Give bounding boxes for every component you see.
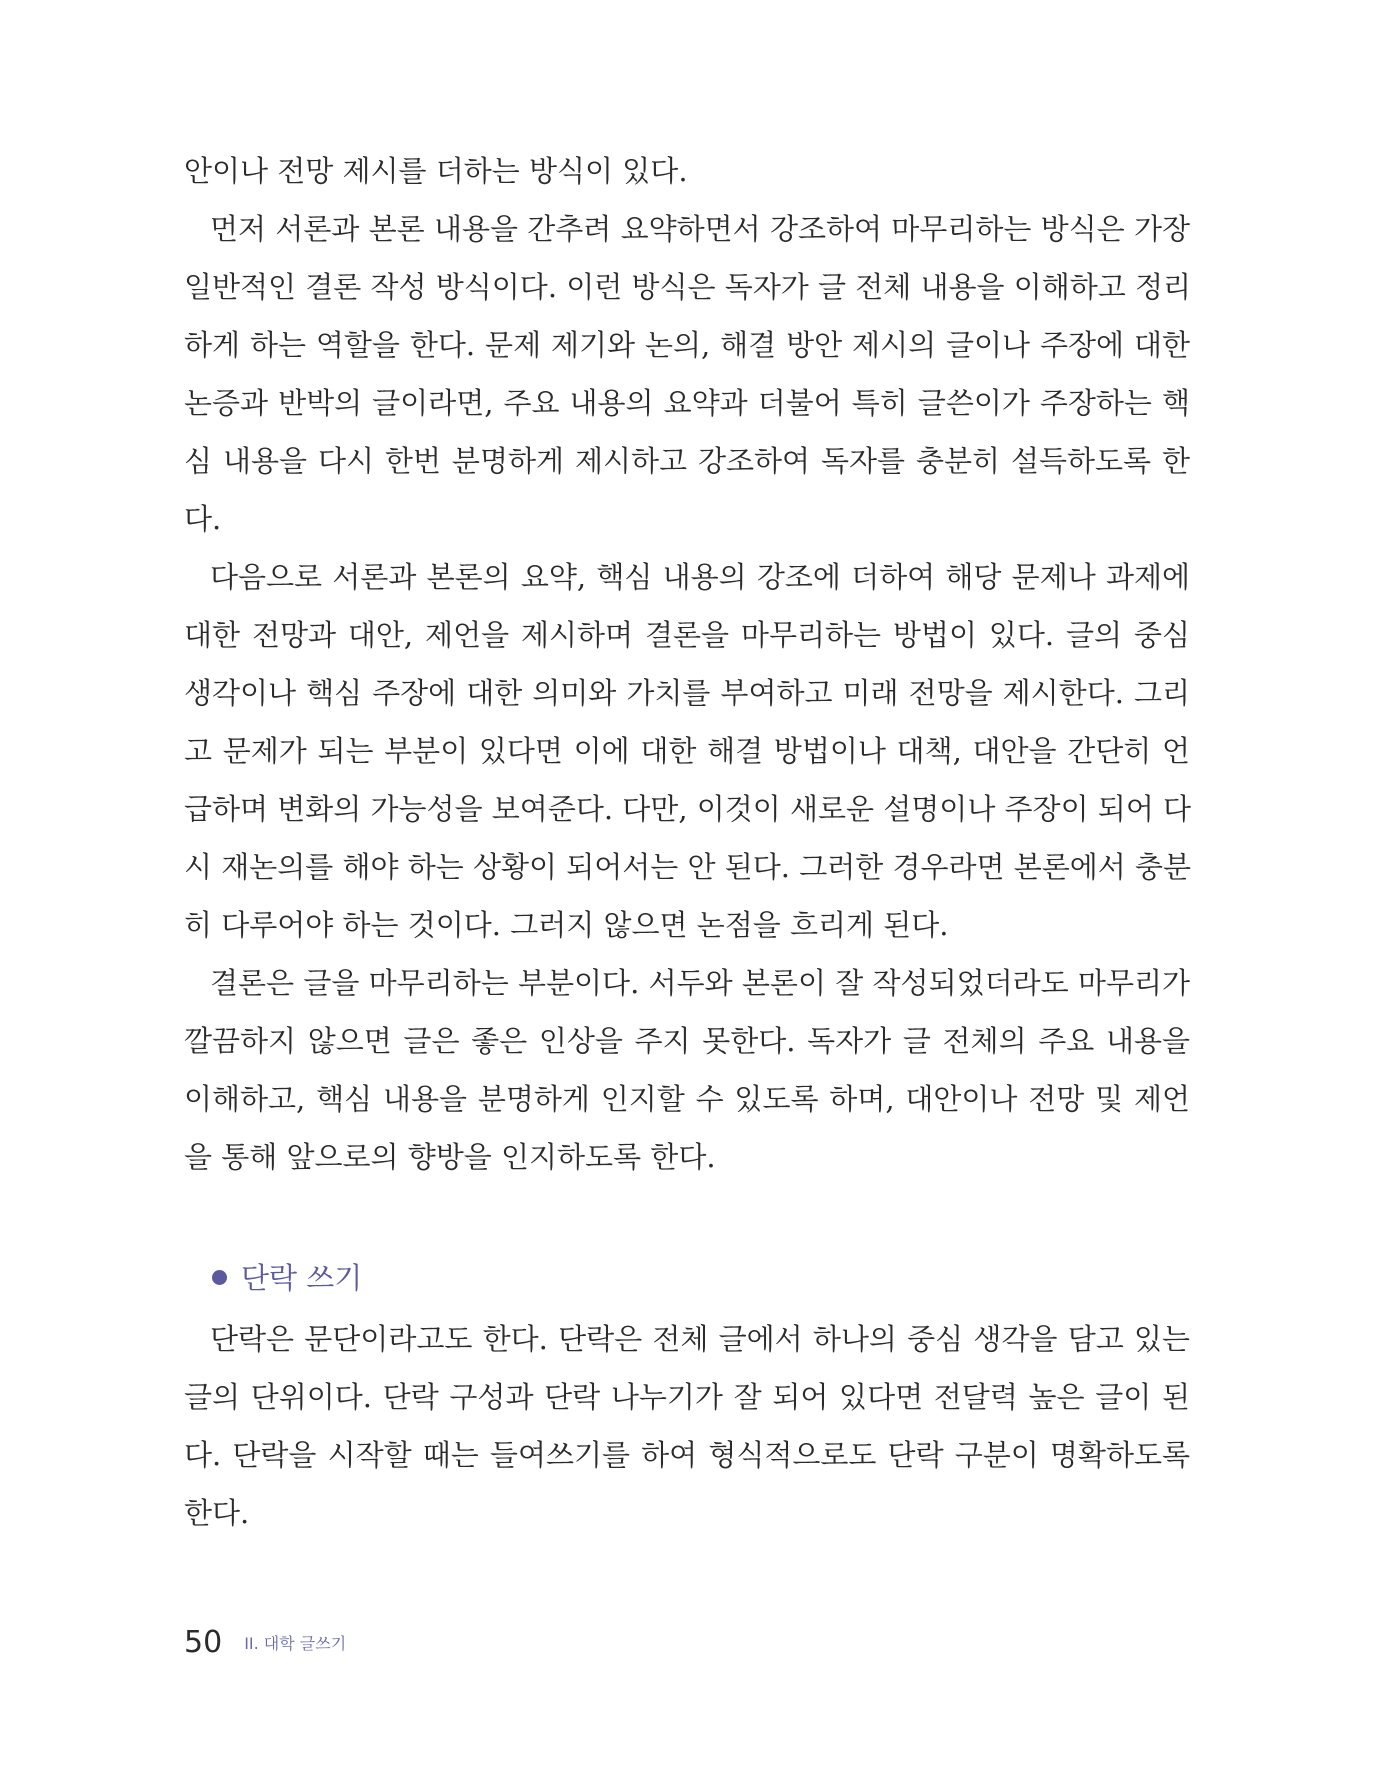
text-line: 깔끔하지 않으면 글은 좋은 인상을 주지 못한다. 독자가 글 전체의 주요 내용을	[184, 1024, 1190, 1058]
text-line: 한다.	[184, 1496, 250, 1530]
text-line: 먼저 서론과 본론 내용을 간추려 요약하면서 강조하여 마무리하는 방식은 가장	[210, 212, 1190, 246]
text-line: 다. 단락을 시작할 때는 들여쓰기를 하여 형식적으로도 단락 구분이 명확하도록	[184, 1438, 1190, 1472]
text-line: 하게 하는 역할을 한다. 문제 제기와 논의, 해결 방안 제시의 글이나 주장에 대한	[184, 328, 1190, 362]
text-line: 급하며 변화의 가능성을 보여준다. 다만, 이것이 새로운 설명이나 주장이 되어 다	[184, 792, 1192, 826]
text-line: 다.	[184, 502, 222, 536]
page-footer	[184, 1625, 346, 1669]
text-line: 심 내용을 다시 한번 분명하게 제시하고 강조하여 독자를 충분히 설득하도록 한	[184, 444, 1190, 478]
section-heading	[212, 1253, 362, 1303]
bullet-dot-icon	[212, 1270, 227, 1285]
text-line: 시 재논의를 해야 하는 상황이 되어서는 안 된다. 그러한 경우라면 본론에서 충분	[184, 850, 1192, 884]
text-line: 다음으로 서론과 본론의 요약, 핵심 내용의 강조에 더하여 해당 문제나 과제에	[210, 560, 1190, 594]
text-line: 단락은 문단이라고도 한다. 단락은 전체 글에서 하나의 중심 생각을 담고 있는	[210, 1322, 1190, 1356]
text-line: 글의 단위이다. 단락 구성과 단락 나누기가 잘 되어 있다면 전달력 높은 글이 된	[184, 1380, 1190, 1414]
text-line: 안이나 전망 제시를 더하는 방식이 있다.	[184, 154, 688, 188]
section-heading-label: 단락 쓰기	[241, 1261, 363, 1295]
running-head: II. 대학 글쓰기	[244, 1634, 347, 1653]
section-text-block	[184, 1310, 1190, 1542]
text-line: 을 통해 앞으로의 향방을 인지하도록 한다.	[184, 1140, 716, 1174]
text-line: 결론은 글을 마무리하는 부분이다. 서두와 본론이 잘 작성되었더라도 마무리가	[210, 966, 1190, 1000]
body-text-block	[184, 142, 1190, 1186]
text-line: 고 문제가 되는 부분이 있다면 이에 대한 해결 방법이나 대책, 대안을 간단히 언	[184, 734, 1190, 768]
text-line: 논증과 반박의 글이라면, 주요 내용의 요약과 더불어 특히 글쓴이가 주장하는 핵	[184, 386, 1190, 420]
text-line: 생각이나 핵심 주장에 대한 의미와 가치를 부여하고 미래 전망을 제시한다. 그리	[184, 676, 1190, 710]
text-line: 히 다루어야 하는 것이다. 그러지 않으면 논점을 흐리게 된다.	[184, 908, 949, 942]
text-line: 대한 전망과 대안, 제언을 제시하며 결론을 마무리하는 방법이 있다. 글의 중심	[184, 618, 1190, 652]
page-number: 50	[184, 1625, 223, 1660]
text-line: 일반적인 결론 작성 방식이다. 이런 방식은 독자가 글 전체 내용을 이해하고 정리	[184, 270, 1192, 304]
text-line: 이해하고, 핵심 내용을 분명하게 인지할 수 있도록 하며, 대안이나 전망 및 제언	[184, 1082, 1190, 1116]
